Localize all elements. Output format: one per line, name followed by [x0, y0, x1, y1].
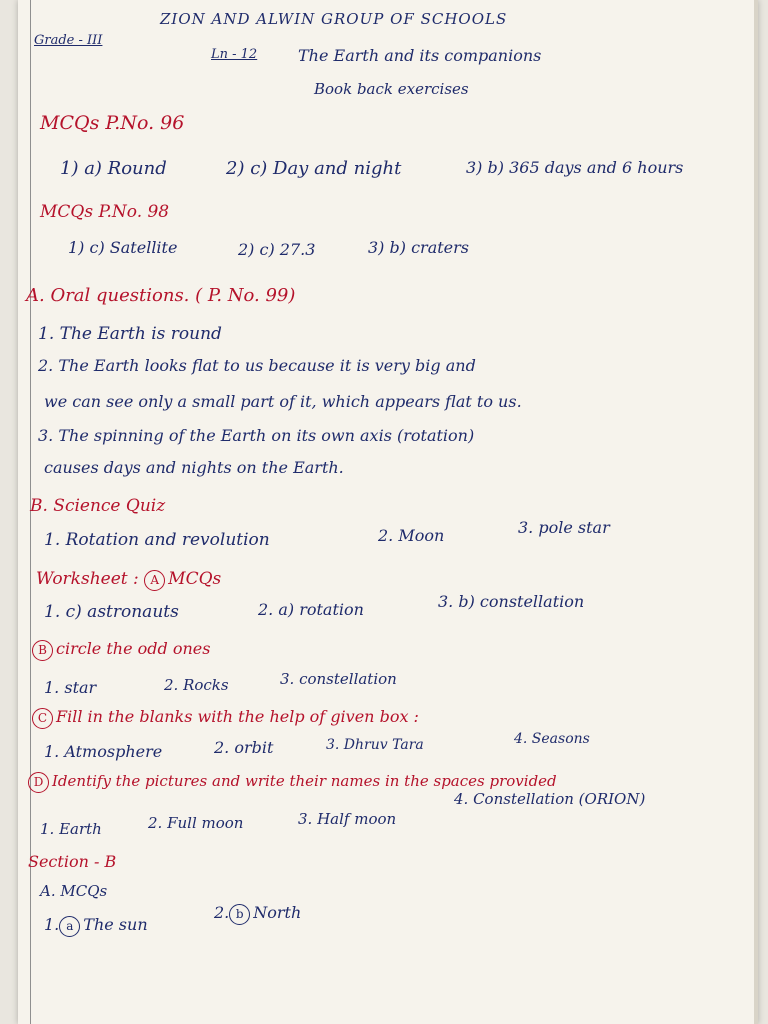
- worksheet-d-mark: D: [28, 772, 49, 793]
- mcq1-heading: MCQs P.No. 96: [40, 112, 185, 134]
- worksheet-heading: Worksheet : A MCQs: [36, 569, 222, 589]
- worksheet-a-mark: A: [144, 570, 165, 591]
- page-edge: [754, 0, 758, 1024]
- worksheet-c-mark: C: [32, 708, 53, 729]
- oral-line-1: 1. The Earth is round: [38, 324, 222, 344]
- science-quiz-heading: B. Science Quiz: [30, 496, 166, 516]
- worksheet-a-answer-3: 3. b) constellation: [438, 592, 585, 611]
- section-b-answer-1: 1. a The sun: [44, 916, 148, 937]
- lesson-title: The Earth and its companions: [298, 46, 542, 65]
- oral-line-2: 2. The Earth looks flat to us because it is very big and: [38, 356, 476, 375]
- lesson-number: Ln - 12: [211, 47, 258, 62]
- worksheet-c-answer-4: 4. Seasons: [514, 731, 590, 747]
- oral-line-4: 3. The spinning of the Earth on its own axis (rotation): [38, 426, 475, 445]
- worksheet-d-answer-2: 2. Full moon: [148, 814, 244, 832]
- worksheet-a-answer-1: 1. c) astronauts: [44, 602, 179, 622]
- worksheet-c-answer-2: 2. orbit: [214, 738, 274, 757]
- science-quiz-answer-1: 1. Rotation and revolution: [44, 530, 270, 550]
- worksheet-d-answer-4: 4. Constellation (ORION): [454, 790, 646, 808]
- mcq2-answer-1: 1) c) Satellite: [68, 238, 178, 257]
- mcq2-answer-3: 3) b) craters: [368, 238, 469, 257]
- section-b-subheading: A. MCQs: [40, 882, 108, 900]
- worksheet-c-answer-1: 1. Atmosphere: [44, 742, 163, 761]
- worksheet-a-answer-2: 2. a) rotation: [258, 600, 364, 619]
- grade-label: Grade - III: [34, 33, 103, 48]
- worksheet-d-answer-1: 1. Earth: [40, 820, 102, 838]
- science-quiz-answer-2: 2. Moon: [378, 526, 445, 545]
- worksheet-c-heading: C Fill in the blanks with the help of given box :: [32, 708, 419, 729]
- worksheet-c-answer-3: 3. Dhruv Tara: [326, 737, 424, 753]
- mcq1-answer-1: 1) a) Round: [60, 158, 167, 179]
- school-name: ZION AND ALWIN GROUP OF SCHOOLS: [160, 10, 508, 28]
- notebook-page: [18, 0, 758, 1024]
- worksheet-d-answer-3: 3. Half moon: [298, 810, 397, 828]
- mcq2-answer-2: 2) c) 27.3: [238, 240, 316, 259]
- section-b-answer-2-mark: b: [229, 904, 250, 925]
- oral-heading: A. Oral questions. ( P. No. 99): [26, 285, 296, 306]
- worksheet-b-mark: B: [32, 640, 53, 661]
- section-b-answer-2: 2. b North: [214, 904, 301, 925]
- worksheet-b-heading: B circle the odd ones: [32, 640, 210, 661]
- page-subtitle: Book back exercises: [314, 80, 469, 98]
- mcq2-heading: MCQs P.No. 98: [40, 202, 170, 222]
- science-quiz-answer-3: 3. pole star: [518, 518, 610, 537]
- worksheet-b-answer-1: 1. star: [44, 678, 97, 697]
- mcq1-answer-2: 2) c) Day and night: [226, 158, 402, 179]
- section-b-answer-1-mark: a: [59, 916, 80, 937]
- oral-line-3: we can see only a small part of it, which appears flat to us.: [44, 392, 522, 411]
- worksheet-a-label: MCQs: [168, 569, 222, 589]
- section-b-heading: Section - B: [28, 852, 117, 871]
- oral-line-5: causes days and nights on the Earth.: [44, 458, 344, 477]
- worksheet-b-answer-2: 2. Rocks: [164, 676, 229, 694]
- mcq1-answer-3: 3) b) 365 days and 6 hours: [466, 158, 684, 177]
- worksheet-b-answer-3: 3. constellation: [280, 670, 397, 688]
- worksheet-d-heading: D Identify the pictures and write their names in the spaces provided: [28, 772, 557, 793]
